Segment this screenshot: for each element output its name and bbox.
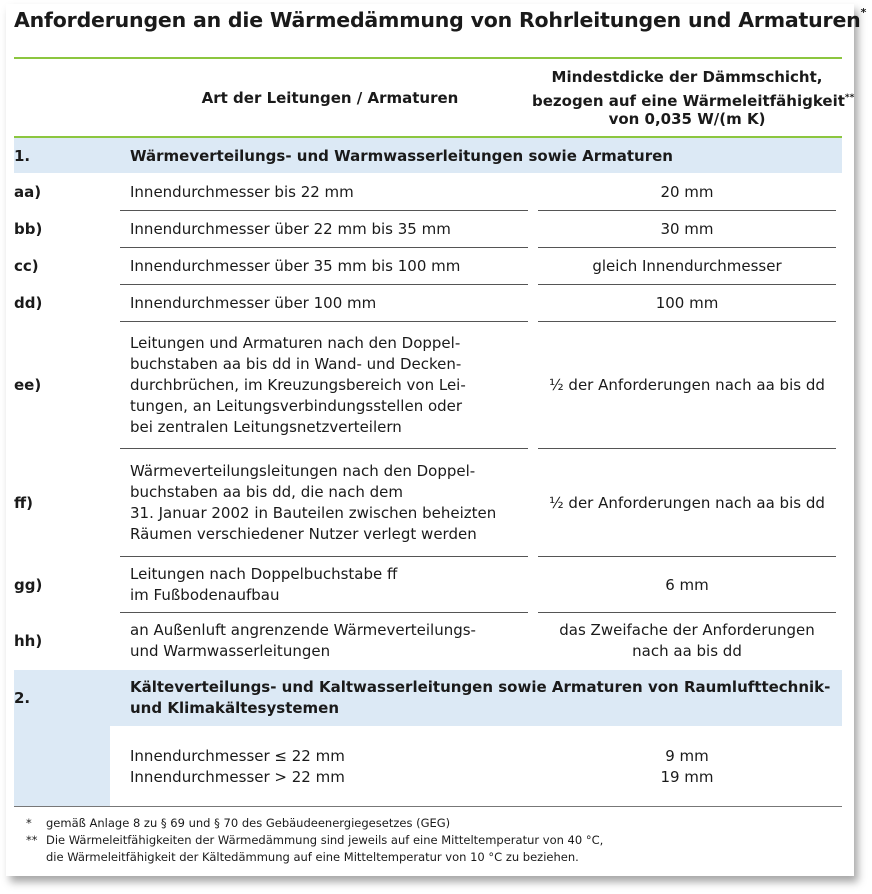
footnote-2-line1: Die Wärmeleitfähigkeiten der Wärmedämmung sind jeweils auf eine Mitteltemperatur von 40 °C, [46,833,604,847]
row-description-line: Räumen verschiedener Nutzer verlegt werden [130,525,477,543]
row-description-line: Leitungen und Armaturen nach den Doppel- [130,334,461,352]
row-value-line: 6 mm [665,575,709,594]
row-label: ff) [14,493,34,512]
row-description-line: durchbrüchen, im Kreuzungsbereich von Lei- [130,376,466,394]
row-description-line: Innendurchmesser über 22 mm bis 35 mm [130,220,451,238]
row-label: aa) [14,183,42,201]
row-description-line: Innendurchmesser bis 22 mm [130,183,354,201]
row-description-line: 31. Januar 2002 in Bauteilen zwischen beheizten [130,504,497,522]
section2-title-line2: und Klimakältesystemen [130,699,340,717]
header-col1: Art der Leitungen / Armaturen [201,89,459,107]
row-divider-desc [120,284,528,285]
row-value-line: 100 mm [655,294,719,312]
section2-side-bar [14,726,110,806]
row-description-line: Innendurchmesser über 35 mm bis 100 mm [130,257,461,275]
header-col2-line2: bezogen auf eine Wärmeleitfähigkeit** [532,92,855,110]
row-value-line: gleich Innendurchmesser [592,257,782,275]
row-value-line: das Zweifache der Anforderungen [559,621,815,639]
row-divider-desc [120,448,528,449]
row-divider-value [538,556,836,557]
footnote-1-mark: * [26,816,32,830]
row-divider-value [538,612,836,613]
section1-title: Wärmeverteilungs- und Warmwasserleitungen sowie Armaturen [130,147,673,165]
row-description-line: Wärmeverteilungsleitungen nach den Doppel- [130,462,476,480]
top-rule [14,57,842,59]
footer-rule [14,806,842,807]
row-description-line: buchstaben aa bis dd, die nach dem [130,483,403,501]
row-label: dd) [14,294,43,312]
section2-desc-2: Innendurchmesser > 22 mm [130,768,345,786]
footnote-2-mark: ** [26,833,38,847]
row-label: hh) [14,631,43,650]
row-divider-value [538,448,836,449]
row-description-line: tungen, an Leitungsverbindungsstellen oder [130,397,463,415]
row-description-line: Leitungen nach Doppelbuchstabe ff [130,565,398,583]
row-value-line: nach aa bis dd [632,642,742,660]
row-divider-desc [120,210,528,211]
row-value-line: ½ der Anforderungen nach aa bis dd [549,493,825,512]
header-col2-line1: Mindestdicke der Dämmschicht, [551,68,823,86]
footnote-2-line2: die Wärmeleitfähigkeit der Kältedämmung auf eine Mitteltemperatur von 10 °C zu beziehen. [46,850,579,864]
title-footnote-mark: * [860,6,867,19]
row-label: cc) [14,257,39,275]
row-divider-desc [120,321,528,322]
row-description-line: an Außenluft angrenzende Wärmeverteilungs- [130,621,476,639]
row-description-line: bei zentralen Leitungsnetzverteilern [130,418,402,436]
row-description-line: im Fußbodenaufbau [130,586,280,604]
footnote-1: gemäß Anlage 8 zu § 69 und § 70 des Gebäudeenergiegesetzes (GEG) [46,816,451,830]
header-col2-line3: von 0,035 W/(m K) [608,110,766,128]
row-value-line: 20 mm [660,183,714,201]
row-divider-value [538,284,836,285]
row-value-line: ½ der Anforderungen nach aa bis dd [549,376,825,394]
row-label: bb) [14,220,43,238]
row-divider-value [538,210,836,211]
row-description-line: Innendurchmesser über 100 mm [130,294,377,312]
row-label: ee) [14,376,42,394]
row-divider-value [538,247,836,248]
row-description-line: buchstaben aa bis dd in Wand- und Decken- [130,355,462,373]
section2-desc-1: Innendurchmesser ≤ 22 mm [130,747,345,765]
section2-title-line1: Kälteverteilungs- und Kaltwasserleitungen sowie Armaturen von Raumlufttechnik- [130,678,831,696]
row-divider-desc [120,612,528,613]
section2-value-2: 19 mm [660,768,714,786]
row-description-line: und Warmwasserleitungen [130,642,331,660]
row-value-line: 30 mm [660,220,714,238]
row-label: gg) [14,575,43,594]
section2-value-1: 9 mm [665,747,709,765]
row-divider-desc [120,247,528,248]
section1-number: 1. [14,147,31,165]
page-title: Anforderungen an die Wärmedämmung von Rohrleitungen und Armaturen* [14,6,867,32]
row-divider-desc [120,556,528,557]
section2-number: 2. [14,689,31,707]
row-divider-value [538,321,836,322]
